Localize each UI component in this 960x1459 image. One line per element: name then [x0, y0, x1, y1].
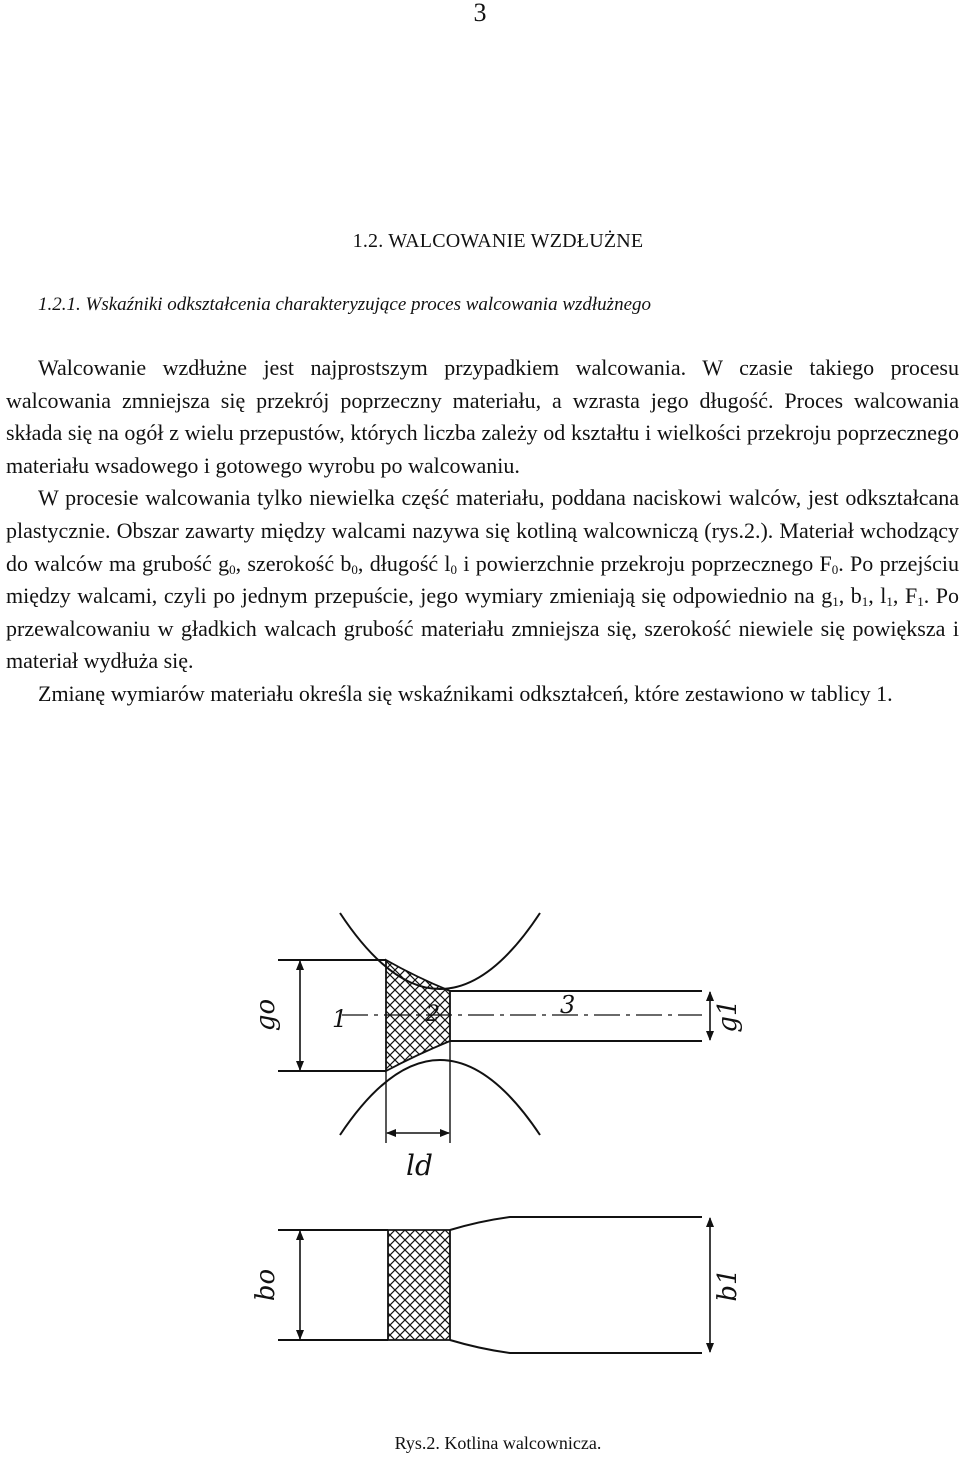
p2-text: . Po przewalcowaniu w gładkich walcach grubość materiału zmniejsza się, szerokość niewiele się powiększa i materiał wydłuża się. — [6, 583, 959, 674]
page-number: 3 — [473, 0, 487, 27]
paragraph-3: Zmianę wymiarów materiału określa się wskaźnikami odkształceń, które zestawiono w tablicy 1. — [38, 680, 893, 706]
figure-caption: Rys.2. Kotlina walcownicza. — [394, 1433, 602, 1453]
subscript: 1 — [886, 594, 893, 610]
paragraph-1: Walcowanie wzdłużne jest najprostszym przypadkiem walcowania. W czasie takiego procesu walcowania zmniejsza się przekrój poprzeczny materiału, a wzrasta jego długość. Proces walcowania składa się na ogół z wielu przepustów, których liczba zależy od kształtu i wielkości przekroju poprzecznego materiału wsadowego i gotowego wyrobu po walcowaniu. — [6, 355, 959, 478]
subscript: 0 — [450, 561, 458, 577]
p2-text: , F — [892, 583, 918, 609]
plan-outgoing-top — [450, 1217, 702, 1230]
plan-view — [278, 1217, 710, 1353]
subscript: 0 — [351, 561, 358, 577]
p2-text: i powierzchnie przekroju poprzecznego F — [457, 550, 832, 576]
p2-text: , szerokość b — [235, 550, 352, 576]
subsection-title: 1.2.1. Wskaźniki odkształcenia charakteryzujące proces walcowania wzdłużnego — [38, 294, 652, 315]
subscript: 1 — [861, 594, 869, 610]
label-b0: bo — [251, 1268, 281, 1302]
label-g1: g1 — [713, 999, 743, 1033]
subscript: 0 — [831, 561, 839, 577]
label-g0: go — [251, 998, 281, 1032]
label-b1: b1 — [713, 1268, 743, 1302]
p2-text: , b — [838, 583, 862, 609]
p2-text: . Po przejściu między walcami, czyli po jednym przepuście, jego wymiary zmieniają się odpowiednio na g — [6, 550, 959, 609]
upper-roll-arc — [340, 913, 540, 989]
p2-text: W procesie walcowania tylko niewielka część materiału, poddana naciskowi walców, jest odkształcana plastycznie. Obszar zawarty między walcami nazywa się kotliną walcowniczą (rys.2.). Materiał wchodzący do walców ma grubość g — [6, 485, 959, 576]
label-ld: ld — [406, 1149, 433, 1182]
subscript: 1 — [917, 594, 924, 610]
roll-gap-figure — [240, 905, 760, 1425]
plan-outgoing-bottom — [450, 1340, 702, 1353]
label-zone-3: 3 — [560, 991, 576, 1019]
label-zone-2: 2 — [426, 1002, 440, 1027]
subscript: 1 — [832, 594, 839, 610]
p2-text: , l — [868, 583, 887, 609]
section-title: 1.2. WALCOWANIE WZDŁUŻNE — [352, 230, 644, 252]
label-zone-1: 1 — [332, 1005, 348, 1033]
subscript: 0 — [229, 561, 236, 577]
p2-text: , długość l — [357, 550, 451, 576]
paragraph-2 — [6, 482, 959, 678]
plan-deformation-zone — [388, 1230, 450, 1340]
body-text — [6, 352, 959, 711]
